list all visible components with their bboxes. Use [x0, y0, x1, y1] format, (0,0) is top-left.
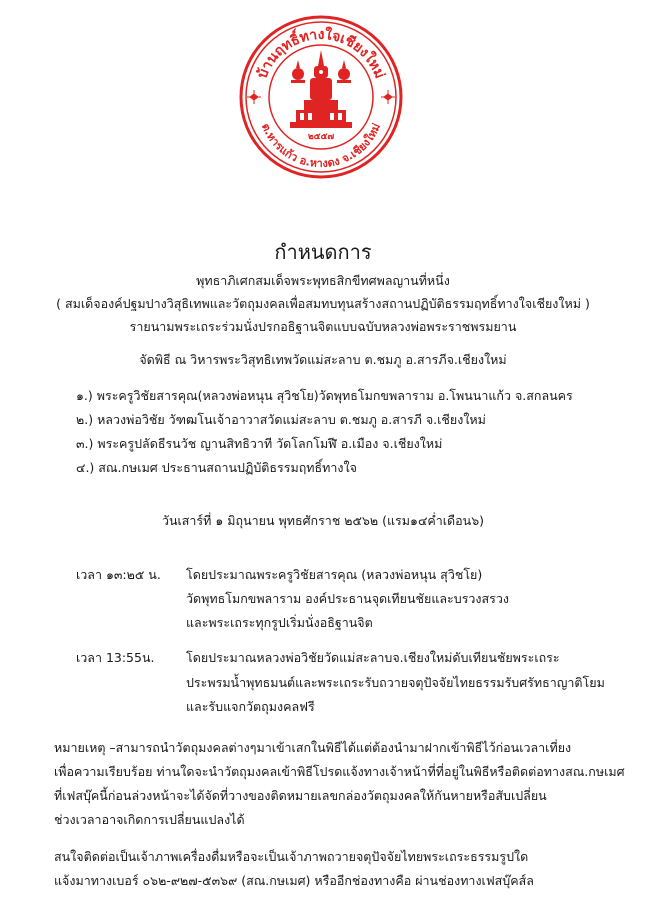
monk-item: ๑.) พระครูวิชัยสารคุณ(หลวงพ่อหนุน สุวิชโย)วัดพุทธโมกขพลาราม อ.โพนนาแก้ว จ.สกลนคร	[76, 388, 573, 403]
schedule-time: เวลา ๑๓:๒๕ น.	[76, 567, 161, 582]
monk-item: ๓.) พระครูปลัดธีรนวัช ญานสิทธิวาที วัดโลกโมฬี อ.เมือง จ.เชียงใหม่	[76, 436, 443, 451]
schedule-line: วัดพุทธโมกขพลาราม องค์ประธานจุดเทียนชัยและบรวงสรวง	[186, 591, 510, 606]
contact-line: แจ้งมาทางเบอร์ ๐๖๒-๙๒๗-๕๓๖๙ (สณ.กษเมศ) หรืออีกช่องทางคือ ผ่านช่องทางเฟสบุ๊คส์ล	[54, 873, 534, 888]
note-line: หมายเหตุ –สามารถนำวัตถุมงคลต่างๆมาเข้าเสกในพิธีได้แต่ต้องนำมาฝากเข้าพิธีไว้ก่อนเวลาเที่ยง	[54, 740, 572, 755]
note-line: เพื่อความเรียบร้อย ท่านใดจะนำวัตถุมงคลเข้าพิธีโปรดแจ้งทางเจ้าหน้าที่ที่อยู่ในพิธีหรือติดต่อทางสณ.กษเมศ	[54, 764, 625, 779]
schedule-time: เวลา 13:55น.	[76, 650, 155, 665]
note-line: ช่วงเวลาอาจเกิดการเปลี่ยนแปลงได้	[54, 812, 245, 827]
seal-top-text: บ้านฤทธิ์ทางใจเชียงใหม่	[254, 27, 388, 81]
ceremony-date: วันเสาร์ที่ ๑ มิถุนายน พุทธศักราช ๒๕๖๒ (แรม๑๔ค่ำเดือน๖)	[161, 513, 485, 528]
seal-bottom-text: ต.หารแก้ว อ.หางดง จ.เชียงใหม่	[258, 121, 384, 171]
temple-seal-logo	[238, 14, 404, 180]
schedule-line: ประพรมน้ำพุทธมนต์และพระเถระรับถวายจตุปัจจัยไทยธรรมรับศรัทธาญาติโยม	[186, 675, 605, 690]
subtitle-2: ( สมเด็จองค์ปฐมปางวิสุธิเทพและวัตถุมงคลเพื่อสมทบทุนสร้างสถานปฏิบัติธรรมฤทธิ์ทางใจเชียงใหม่ )	[56, 296, 590, 311]
schedule-line: และพระเถระทุกรูปเริ่มนั่งอธิฐานจิต	[186, 615, 373, 630]
contact-line: สนใจติดต่อเป็นเจ้าภาพเครื่องดื่มหรือจะเป็นเจ้าภาพถวายจตุปัจจัยไทยพระเถระธรรมรูปใด	[54, 849, 529, 864]
document-title: กำหนดการ	[274, 240, 372, 264]
monk-item: ๒.) หลวงพ่อวิชัย วัฑฒโนเจ้าอาวาสวัดแม่สะลาบ ต.ชมภู อ.สารภี จ.เชียงใหม่	[76, 412, 486, 427]
subtitle-1: พุทธาภิเศกสมเด็จพระพุทธสิกขีทศพลญานที่หนึ่ง	[196, 273, 450, 288]
schedule-line: และรับแจกวัตถุมงคลฟรี	[186, 699, 315, 714]
seal-emblem-icon	[238, 14, 404, 180]
seal-center-number: ๒๕๕๗	[307, 132, 335, 142]
venue: จัดพิธี ณ วิหารพระวิสุทธิเทพวัดแม่สะลาบ ต.ชมภู อ.สารภีจ.เชียงใหม่	[139, 352, 507, 367]
schedule-line: โดยประมาณหลวงพ่อวิชัยวัดแม่สะลาบจ.เชียงใหม่ดับเทียนชัยพระเถระ	[186, 650, 560, 665]
schedule-line: โดยประมาณพระครูวิชัยสารคุณ (หลวงพ่อหนุน สุวิชโย)	[186, 567, 483, 582]
subtitle-3: รายนามพระเถระร่วมนั่งปรกอธิฐานจิตแบบฉบับหลวงพ่อพระราชพรมยาน	[129, 319, 517, 334]
note-line: ที่เฟสบุ๊คนี้ก่อนล่วงหน้าจะได้จัดที่วางของติดหมายเลขกล่องวัตถุมงคลให้กันหายหรือสับเปลี่ยน	[54, 788, 547, 803]
monk-item: ๔.) สณ.กษเมศ ประธานสถานปฏิบัติธรรมฤทธิ์ทางใจ	[76, 460, 357, 475]
